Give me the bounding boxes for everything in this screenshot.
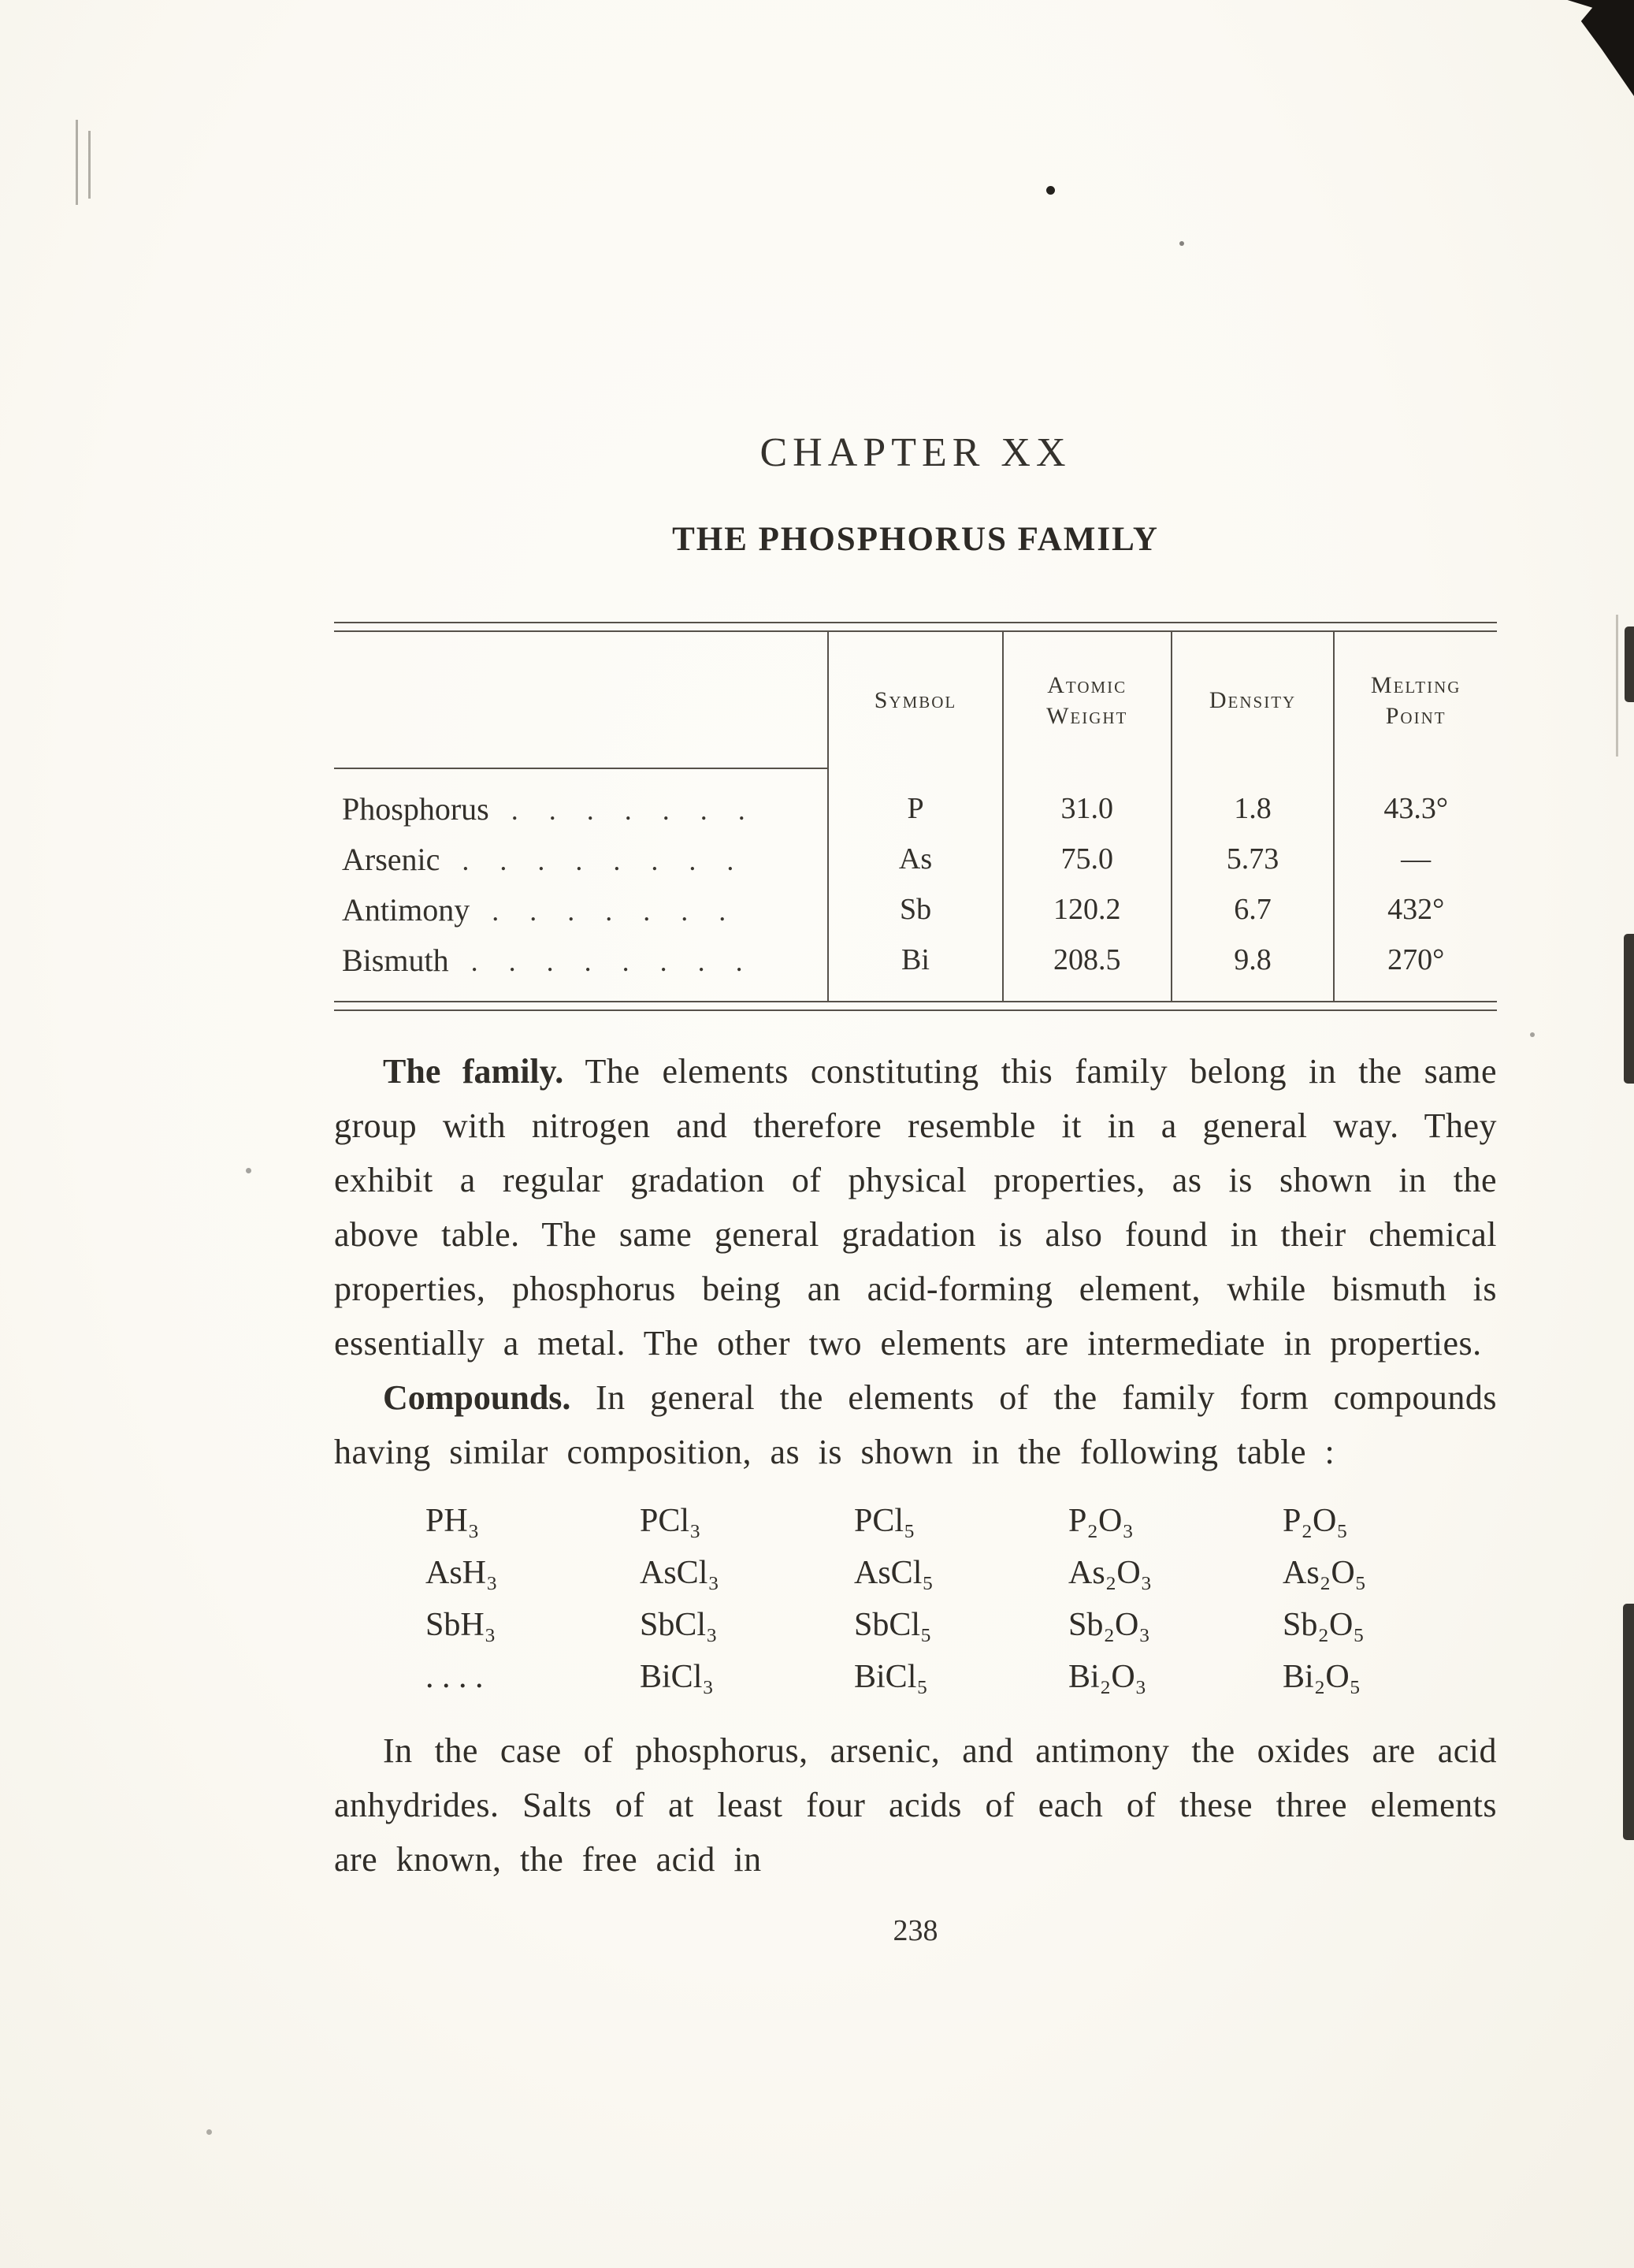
compound-formula-table <box>425 1495 1497 1703</box>
density-cell: 9.8 <box>1172 935 1335 1001</box>
atomic-weight-cell: 120.2 <box>1003 884 1172 935</box>
scan-artifact-tick <box>88 131 91 199</box>
compound-formula: . . . . <box>425 1659 484 1695</box>
compound-formula: SbCl₅ <box>854 1607 932 1643</box>
scan-artifact-speck <box>1530 1032 1535 1037</box>
compound-formula: Bi₂O₃ <box>1068 1659 1147 1695</box>
element-name-cell <box>334 884 828 935</box>
chapter-title: CHAPTER XX <box>759 430 1071 475</box>
compound-formula: As₂O₅ <box>1283 1555 1367 1591</box>
paragraph-closing: In the case of phosphorus, arsenic, and antimony the oxides are acid anhydrides. Salts of at least four acids of each of these three elements are known, the free acid in <box>334 1731 1497 1879</box>
compound-row-bismuth <box>425 1651 1497 1703</box>
scan-artifact-speck <box>246 1168 251 1173</box>
dot-leader: . . . . . . . . <box>470 945 743 977</box>
compound-formula: AsCl₅ <box>854 1555 934 1591</box>
scan-artifact-tick <box>76 120 78 205</box>
compound-formula: PCl₅ <box>854 1503 915 1539</box>
element-name: Bismuth <box>342 942 449 978</box>
scan-artifact-speck <box>206 2129 212 2135</box>
table-header-row <box>334 632 1497 768</box>
section-title: THE PHOSPHORUS FAMILY <box>672 521 1159 558</box>
melting-point-cell: — <box>1334 834 1497 884</box>
col-header-symbol: Symbol <box>828 632 1002 768</box>
melting-point-cell: 270° <box>1334 935 1497 1001</box>
scan-artifact-edge-mark <box>1624 934 1634 1084</box>
element-name: Arsenic <box>342 841 440 877</box>
atomic-weight-cell: 31.0 <box>1003 768 1172 834</box>
table-top-rule <box>334 622 1497 632</box>
dot-leader: . . . . . . . <box>511 794 745 826</box>
density-cell: 1.8 <box>1172 768 1335 834</box>
element-name: Antimony <box>342 891 470 928</box>
melting-point-cell: 432° <box>1334 884 1497 935</box>
dot-leader: . . . . . . . . <box>462 844 734 876</box>
element-properties-table <box>334 632 1497 1001</box>
compound-row-phosphorus <box>425 1495 1497 1547</box>
paragraph-text-the-family: The elements constituting this family belong in the same group with nitrogen and therefore resemble it in a general way. They exhibit a regular gradation of physical properties, as is shown in the above table. The same general gradation is also found in their chemical properties, phosphorus being an acid-forming element, while bismuth is essentially a metal. The other two elements are intermediate in properties. <box>334 1052 1497 1363</box>
col-header-melting-point: Melting Point <box>1334 632 1497 768</box>
paragraph-lead-compounds: Compounds. <box>383 1378 571 1417</box>
scan-artifact-edge-line <box>1616 615 1618 757</box>
compound-formula: AsCl₃ <box>640 1555 720 1591</box>
melting-point-cell: 43.3° <box>1334 768 1497 834</box>
compound-formula: BiCl₅ <box>854 1659 929 1695</box>
compound-formula: PH₃ <box>425 1503 480 1539</box>
compound-formula: SbH₃ <box>425 1607 496 1643</box>
table-row-phosphorus <box>334 768 1497 834</box>
compound-formula: PCl₃ <box>640 1503 701 1539</box>
page-content <box>334 0 1497 1948</box>
element-name: Phosphorus <box>342 790 489 827</box>
col-header-atomic-weight: Atomic Weight <box>1003 632 1172 768</box>
symbol-cell: As <box>828 834 1002 884</box>
compound-formula: P₂O₅ <box>1283 1503 1348 1539</box>
compound-formula: SbCl₃ <box>640 1607 718 1643</box>
table-bottom-rule <box>334 1001 1497 1011</box>
scan-artifact-edge-mark <box>1625 626 1634 702</box>
compound-formula: Bi₂O₅ <box>1283 1659 1361 1695</box>
dot-leader: . . . . . . . <box>492 894 726 927</box>
element-properties-table-block <box>334 622 1497 1011</box>
compound-formula: AsH₃ <box>425 1555 498 1591</box>
paragraph-lead-the-family: The family. <box>383 1052 564 1091</box>
element-name-cell <box>334 834 828 884</box>
scan-artifact-edge-mark <box>1623 1604 1634 1840</box>
col-header-density: Density <box>1172 632 1335 768</box>
compound-formula: Sb₂O₃ <box>1068 1607 1150 1643</box>
atomic-weight-cell: 208.5 <box>1003 935 1172 1001</box>
table-row-bismuth <box>334 935 1497 1001</box>
compound-formula: Sb₂O₅ <box>1283 1607 1365 1643</box>
element-name-cell <box>334 935 828 1001</box>
compound-row-antimony <box>425 1599 1497 1651</box>
symbol-cell: P <box>828 768 1002 834</box>
density-cell: 5.73 <box>1172 834 1335 884</box>
scan-artifact-corner <box>1558 0 1634 96</box>
compound-formula: As₂O₃ <box>1068 1555 1153 1591</box>
paragraph-text-compounds: In general the elements of the family form compounds having similar composition, as is shown in the following table : <box>334 1378 1497 1471</box>
atomic-weight-cell: 75.0 <box>1003 834 1172 884</box>
compound-formula: P₂O₃ <box>1068 1503 1134 1539</box>
paragraph-compounds <box>334 1370 1497 1479</box>
symbol-cell: Sb <box>828 884 1002 935</box>
table-row-antimony <box>334 884 1497 935</box>
compound-formula: BiCl₃ <box>640 1659 715 1695</box>
page-number: 238 <box>893 1914 938 1947</box>
col-header-name <box>334 632 828 768</box>
table-row-arsenic <box>334 834 1497 884</box>
element-name-cell <box>334 768 828 834</box>
density-cell: 6.7 <box>1172 884 1335 935</box>
symbol-cell: Bi <box>828 935 1002 1001</box>
paragraph-the-family <box>334 1044 1497 1370</box>
compound-row-arsenic <box>425 1547 1497 1599</box>
